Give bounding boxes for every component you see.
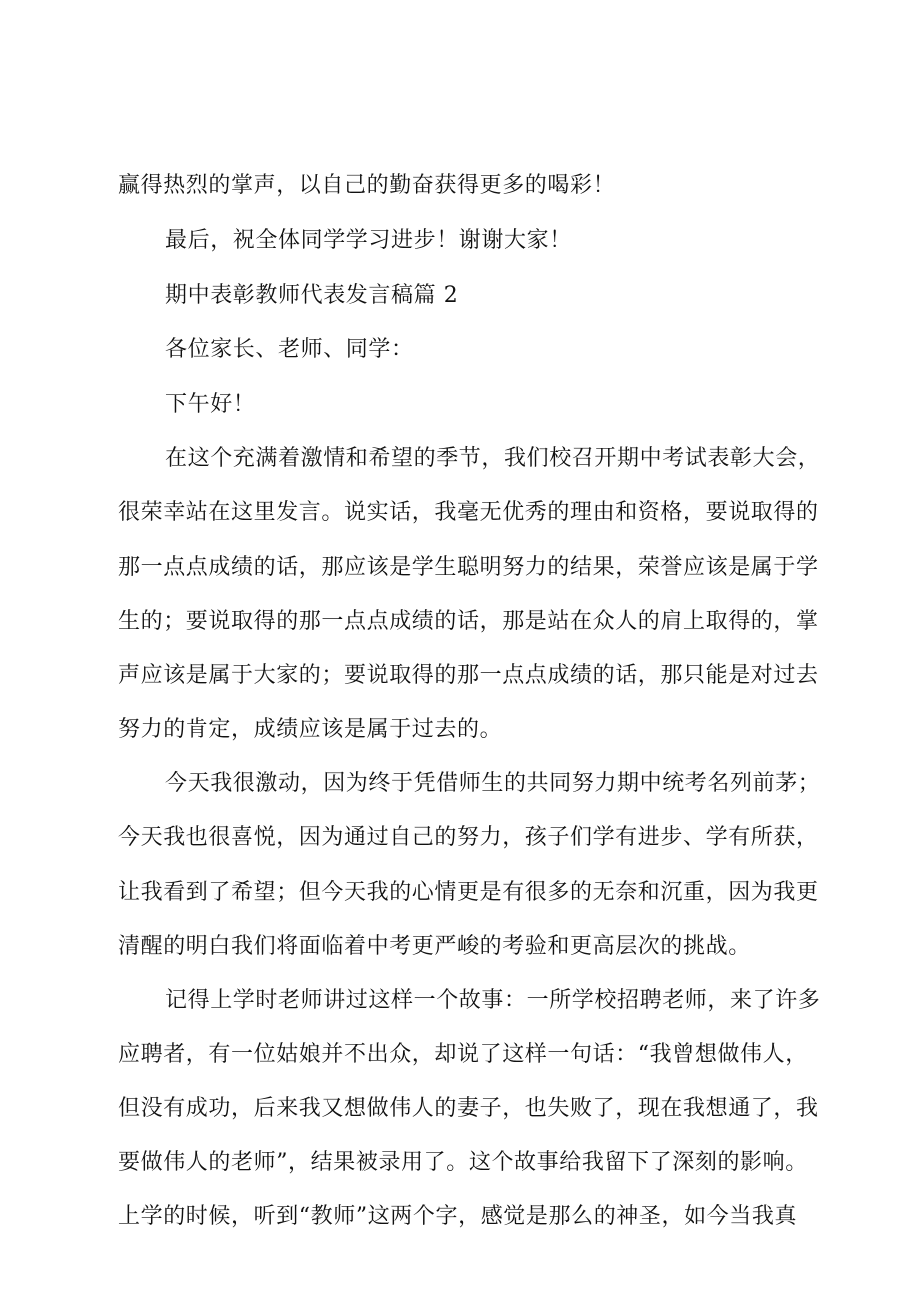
text-line: 应聘者，有一位姑娘并不出众，却说了这样一句话：“我曾想做伟人，	[118, 1042, 808, 1067]
salutation: 各位家长、老师、同学：	[165, 337, 414, 362]
text-line: 但没有成功，后来我又想做伟人的妻子，也失败了，现在我想通了，我	[118, 1096, 819, 1121]
text-line: 那一点点成绩的话，那应该是学生聪明努力的结果，荣誉应该是属于学	[118, 555, 819, 580]
text-line: 赢得热烈的掌声，以自己的勤奋获得更多的喝彩！	[118, 173, 616, 198]
text-line: 在这个充满着激情和希望的季节，我们校召开期中考试表彰大会，	[165, 446, 821, 471]
text-line: 今天我也很喜悦，因为通过自己的努力，孩子们学有进步、学有所获，	[118, 825, 819, 850]
section-heading: 期中表彰教师代表发言稿篇 2	[165, 283, 459, 308]
text-line: 很荣幸站在这里发言。说实话，我毫无优秀的理由和资格，要说取得的	[118, 500, 819, 525]
text-line: 最后，祝全体同学学习进步！谢谢大家！	[165, 228, 572, 253]
text-line: 清醒的明白我们将面临着中考更严峻的考验和更高层次的挑战。	[118, 934, 751, 959]
text-line: 生的；要说取得的那一点点成绩的话，那是站在众人的肩上取得的，掌	[118, 609, 819, 634]
text-line: 声应该是属于大家的；要说取得的那一点点成绩的话，那只能是对过去	[118, 663, 819, 688]
text-line: 记得上学时老师讲过这样一个故事：一所学校招聘老师，来了许多	[165, 988, 821, 1013]
text-line: 努力的肯定，成绩应该是属于过去的。	[118, 717, 503, 742]
text-line: 让我看到了希望；但今天我的心情更是有很多的无奈和沉重，因为我更	[118, 880, 819, 905]
greeting: 下午好！	[165, 392, 256, 417]
text-line: 要做伟人的老师”，结果被录用了。这个故事给我留下了深刻的影响。	[118, 1150, 808, 1175]
text-line: 今天我很激动，因为终于凭借师生的共同努力期中统考名列前茅；	[165, 771, 821, 796]
text-line: 上学的时候，听到“教师”这两个字，感觉是那么的神圣，如今当我真	[118, 1204, 798, 1229]
